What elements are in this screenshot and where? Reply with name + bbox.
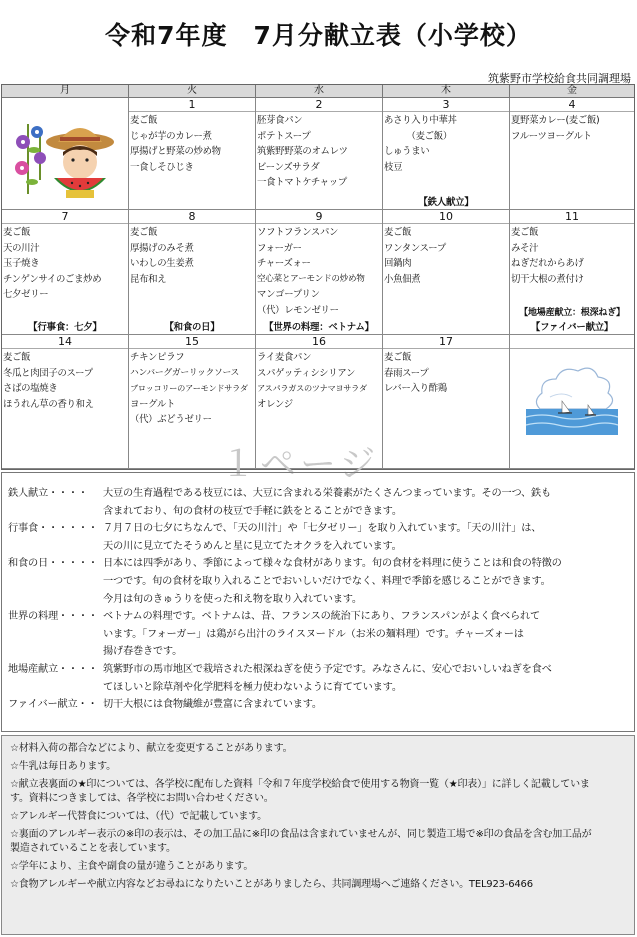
menu-item: チンゲンサイのごま炒め (3, 273, 102, 285)
note-line: てほしいと除草剤や化学肥料を極力使わないように育てています。 (103, 681, 402, 693)
menu-theme-tag: 【行事食：七夕】 (28, 322, 102, 333)
menu-item: ライ麦食パン (257, 352, 312, 363)
menu-item: （代）レモンゼリー (257, 304, 339, 316)
menu-items (383, 349, 509, 397)
menu-item: （代）ぶどうゼリー (130, 414, 212, 425)
weekday-wed: 水 (256, 85, 383, 98)
note-label: ファイバー献立・・ (8, 699, 98, 711)
menu-item: フルーツヨーグルト (511, 130, 592, 142)
menu-item: 小魚佃煮 (384, 273, 421, 285)
note-label: 和食の日・・・・・ (8, 558, 98, 570)
note-label: 世界の料理・・・・ (8, 611, 98, 623)
menu-cell-jul-4 (510, 98, 634, 210)
week1-mon-illustration-cell (2, 98, 129, 210)
menu-item: 麦ご飯 (130, 227, 158, 238)
menu-item: さばの塩焼き (3, 383, 58, 394)
menu-items (510, 224, 634, 287)
note-line: ベトナムの料理です。ベトナムは、昔、フランスの統治下にあり、フランスパンがよく食べられて (103, 611, 540, 623)
menu-item: 春雨スープ (384, 367, 429, 379)
general-info-box (1, 735, 635, 935)
weekday-header (2, 85, 634, 98)
day-number: 14 (2, 335, 128, 349)
menu-items (129, 349, 255, 428)
day-number: 11 (510, 210, 634, 224)
menu-item: じゃが芋のカレー煮 (130, 130, 212, 142)
menu-item: 麦ご飯 (3, 352, 31, 363)
menu-items (510, 112, 634, 144)
menu-items (2, 224, 128, 303)
menu-notes-section (1, 472, 635, 732)
note-line: 筑紫野市の馬市地区で栽培された根深ねぎを使う予定です。みなさんに、安心でおいしいねぎを食べ (103, 663, 552, 675)
day-number: 1 (129, 98, 255, 112)
info-line: ☆材料入荷の都合などにより、献立を変更することがあります。 (10, 743, 293, 754)
note-washoku (2, 555, 634, 608)
menu-item: ソフトフランスパン (257, 227, 339, 238)
menu-item: 切干大根の煮付け (511, 273, 584, 285)
menu-item: 厚揚げと野菜の炒め物 (130, 146, 221, 157)
day-number: 9 (256, 210, 382, 224)
menu-theme-tag: 【鉄人献立】 (418, 197, 474, 208)
menu-calendar (1, 84, 635, 470)
menu-item: 麦ご飯 (384, 352, 412, 363)
menu-items (256, 349, 382, 412)
menu-item: ヨーグルト (130, 398, 176, 410)
menu-item: あさり入り中華丼 (384, 115, 457, 126)
menu-item: ブロッコリーのアーモンドサラダ (130, 383, 248, 393)
note-line: 今月は旬のきゅうりを使った和え物を取り入れています。 (103, 593, 362, 605)
day-number: 15 (129, 335, 255, 349)
info-line: 製造されていることを表しています。 (10, 843, 176, 855)
menu-cell-jul-1 (129, 98, 256, 210)
note-line: 日本には四季があり、季節によって様々な食材があります。旬の食材を料理に使うことは和食の特徴の (103, 558, 562, 570)
menu-item: ビーンズサラダ (257, 161, 320, 173)
contact-line: ☆食物アレルギーや献立内容などお尋ねになりたいことがありましたら、共同調理場へご連絡ください。TEL923-6466 (10, 879, 533, 891)
menu-item: スパゲッティシシリアン (257, 367, 356, 379)
note-jibasan (2, 661, 634, 696)
menu-item: 天の川汁 (3, 242, 40, 254)
menu-item: チキンピラフ (130, 352, 185, 363)
menu-item: アスパラガスのツナマヨサラダ (257, 383, 367, 393)
day-number: 4 (510, 98, 634, 112)
menu-item: 回鍋肉 (384, 258, 412, 269)
weekday-thu: 木 (383, 85, 510, 98)
menu-item: 一食トマトケチャップ (257, 177, 347, 188)
menu-item: しゅうまい (384, 146, 430, 157)
day-number: 8 (129, 210, 255, 224)
menu-items (383, 112, 509, 175)
menu-item: マンゴープリン (257, 289, 320, 300)
menu-item: 麦ご飯 (384, 227, 412, 238)
day-number: 17 (383, 335, 509, 349)
menu-item: 厚揚げのみそ煮 (130, 242, 194, 254)
menu-item: いわしの生姜煮 (130, 258, 194, 269)
info-line: ☆アレルギー代替食については、（代）で記載しています。 (10, 811, 267, 823)
note-label: 鉄人献立・・・・ (8, 488, 88, 499)
info-line: す。資料につきましては、各学校にお問い合わせください。 (10, 793, 274, 805)
menu-cell-jul-14 (2, 335, 129, 469)
menu-cell-jul-9 (256, 210, 383, 335)
menu-theme-tag: 【世界の料理：ベトナム】 (264, 322, 374, 333)
menu-item: ねぎだれからあげ (511, 258, 584, 269)
day-number: 16 (256, 335, 382, 349)
menu-item: 筑紫野野菜のオムレツ (257, 146, 348, 157)
menu-item: ハンバーグガーリックソース (130, 367, 240, 378)
menu-cell-jul-3 (383, 98, 510, 210)
menu-item: チャーズォー (257, 258, 311, 269)
note-line: 一つです。旬の食材を取り入れることでおいしいだけでなく、料理で季節を感じることができます。 (103, 575, 551, 587)
day-number: 2 (256, 98, 382, 112)
page-title: 令和7年度 7月分献立表（小学校） (105, 21, 532, 50)
week3-fri-illustration-cell (510, 335, 634, 469)
page-watermark: １ページ (220, 444, 380, 485)
menu-cell-jul-7 (2, 210, 129, 335)
menu-items (129, 112, 255, 175)
child-watermelon-illustration (10, 120, 122, 198)
menu-cell-jul-2 (256, 98, 383, 210)
menu-item: 麦ご飯 (3, 227, 31, 238)
note-line: 切干大根には食物繊維が豊富に含まれています。 (103, 699, 322, 711)
menu-item: （麦ご飯） (384, 130, 452, 142)
menu-item: 七夕ゼリー (3, 289, 49, 300)
summer-sea-cloud-illustration (522, 357, 622, 437)
menu-item: オレンジ (257, 398, 293, 410)
weekday-tue: 火 (129, 85, 256, 98)
menu-item: 一食しそひじき (130, 161, 194, 173)
menu-cell-jul-17 (383, 335, 510, 469)
menu-items (2, 349, 128, 412)
menu-item: レバー入り酢鶏 (384, 383, 447, 394)
note-gyoji (2, 520, 634, 555)
menu-item: ほうれん草の香り和え (3, 398, 94, 410)
info-line: ☆献立表裏面の★印については、各学校に配布した資料「令和７年度学校給食で使用する物資一覧（★印表）」に詳しく記載していま (10, 779, 590, 790)
menu-item: 麦ご飯 (511, 227, 539, 238)
menu-item: 昆布和え (130, 273, 167, 285)
menu-item: 空心菜とアーモンドの炒め物 (257, 273, 365, 284)
weekday-mon: 月 (2, 85, 129, 98)
note-line: 含まれており、旬の食材の枝豆で手軽に鉄をとることができます。 (103, 505, 402, 517)
note-fiber (2, 696, 634, 714)
note-sekai (2, 608, 634, 661)
note-label: 地場産献立・・・・ (8, 663, 98, 675)
menu-item: 胚芽食パン (257, 115, 303, 126)
menu-item: 枝豆 (384, 161, 403, 173)
menu-item: ワンタンスープ (384, 242, 446, 254)
menu-items (256, 112, 382, 191)
day-number: 3 (383, 98, 509, 112)
menu-cell-jul-8 (129, 210, 256, 335)
day-number-blank (510, 335, 634, 349)
menu-item: 麦ご飯 (130, 115, 158, 126)
facility-name: 筑紫野市学校給食共同調理場 (488, 72, 631, 85)
note-line: 揚げ春巻きです。 (103, 646, 183, 658)
note-line: 大豆の生育過程である枝豆には、大豆に含まれる栄養素がたくさんつまっています。その一つ、鉄も (103, 488, 552, 499)
day-number: 10 (383, 210, 509, 224)
info-line: ☆牛乳は毎日あります。 (10, 761, 116, 772)
menu-theme-tag: 【地場産献立：根深ねぎ】 (519, 308, 625, 318)
menu-item: フォーガー (257, 242, 302, 254)
menu-item: みそ汁 (511, 242, 539, 254)
info-line: ☆学年により、主食や副食の量が違うことがあります。 (10, 861, 254, 873)
menu-theme-tag-2: 【ファイバー献立】 (530, 322, 614, 333)
menu-item: 玉子焼き (3, 258, 40, 269)
menu-item: ポテトスープ (257, 130, 311, 142)
menu-items (129, 224, 255, 287)
day-number: 7 (2, 210, 128, 224)
note-tetsujin (2, 485, 634, 520)
menu-theme-tag: 【和食の日】 (164, 322, 220, 333)
note-label: 行事食・・・・・・ (8, 523, 98, 535)
menu-item: 冬瓜と肉団子のスープ (3, 367, 93, 379)
menu-item: 夏野菜カレー(麦ご飯) (511, 115, 600, 126)
note-line: います。「フォーガー」は鶏がら出汁のライスヌードル（お米の麺料理）です。チャーズォーは (103, 628, 524, 640)
menu-cell-jul-11 (510, 210, 634, 335)
menu-items (256, 224, 382, 318)
menu-items (383, 224, 509, 287)
info-line: ☆裏面のアレルギー表示の※印の表示は、その加工品に※印の食品は含まれていませんが、同じ製造工場で※印の食品を含む加工品が (10, 829, 592, 841)
note-line: ７月７日の七夕にちなんで、「天の川汁」や「七夕ゼリー」を取り入れています。「天の川汁」は、 (103, 523, 542, 535)
weekday-fri: 金 (510, 85, 634, 98)
note-line: 天の川に見立てたそうめんと星に見立てたオクラを入れています。 (103, 540, 402, 552)
menu-cell-jul-10 (383, 210, 510, 335)
